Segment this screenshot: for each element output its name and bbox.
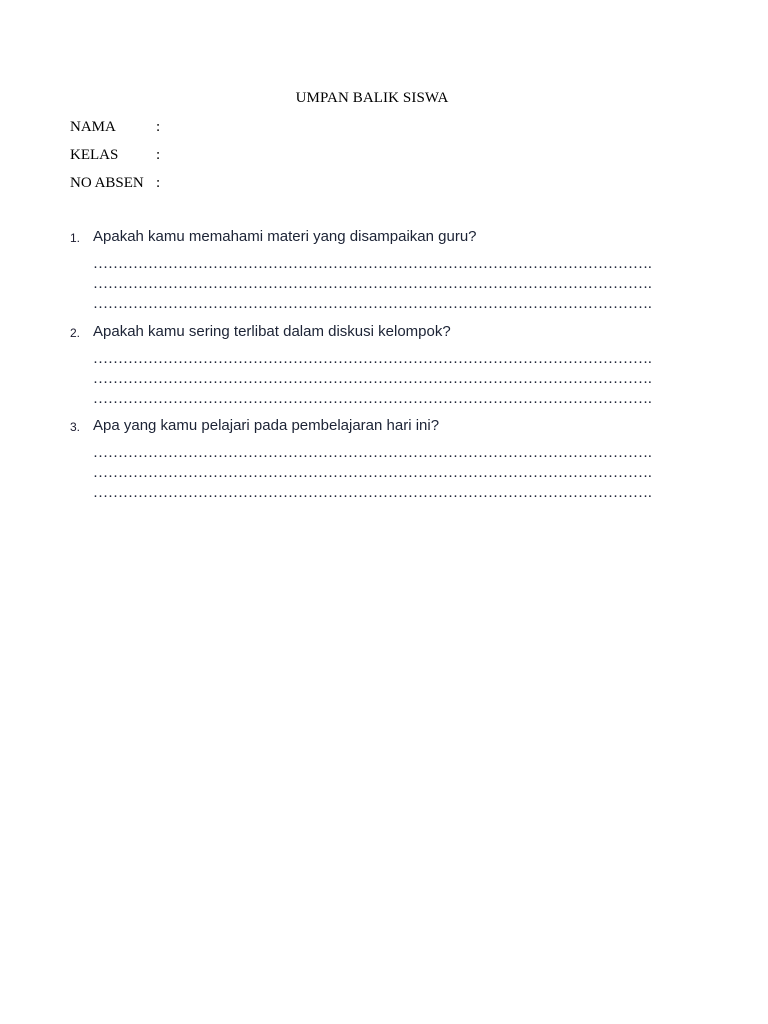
question-text: Apakah kamu memahami materi yang disampaikan guru?	[93, 228, 477, 245]
question-row	[70, 226, 690, 248]
answer-line: ………………………………………………………………………………………………….	[93, 296, 652, 312]
question-2	[70, 321, 690, 407]
answer-lines	[93, 443, 668, 503]
question-3	[70, 415, 690, 501]
question-text: Apakah kamu sering terlibat dalam diskusi kelompok?	[93, 323, 451, 340]
field-separator: :	[156, 119, 161, 135]
field-no-absen	[70, 173, 160, 193]
answer-lines	[93, 254, 668, 314]
question-1	[70, 226, 690, 312]
field-label: KELAS	[70, 147, 119, 163]
field-label: NO ABSEN	[70, 175, 144, 191]
field-label: NAMA	[70, 119, 116, 135]
answer-line: ………………………………………………………………………………………………….	[93, 465, 652, 481]
field-separator: :	[156, 175, 161, 191]
answer-line: ………………………………………………………………………………………………….	[93, 445, 652, 461]
answer-line: ………………………………………………………………………………………………….	[93, 485, 652, 501]
answer-lines	[93, 349, 668, 409]
question-number: 1.	[70, 231, 81, 245]
question-number: 3.	[70, 420, 81, 434]
question-row	[70, 415, 690, 437]
answer-line: ………………………………………………………………………………………………….	[93, 351, 652, 367]
answer-line: ………………………………………………………………………………………………….	[93, 371, 652, 387]
answer-line: ………………………………………………………………………………………………….	[93, 276, 652, 292]
document-title: UMPAN BALIK SISWA	[295, 90, 449, 106]
answer-line: ………………………………………………………………………………………………….	[93, 391, 652, 407]
question-row	[70, 321, 690, 343]
question-number: 2.	[70, 326, 81, 340]
question-text: Apa yang kamu pelajari pada pembelajaran hari ini?	[93, 417, 440, 434]
field-nama	[70, 117, 160, 137]
answer-line: ………………………………………………………………………………………………….	[93, 256, 652, 272]
field-separator: :	[156, 147, 161, 163]
field-kelas	[70, 145, 160, 165]
